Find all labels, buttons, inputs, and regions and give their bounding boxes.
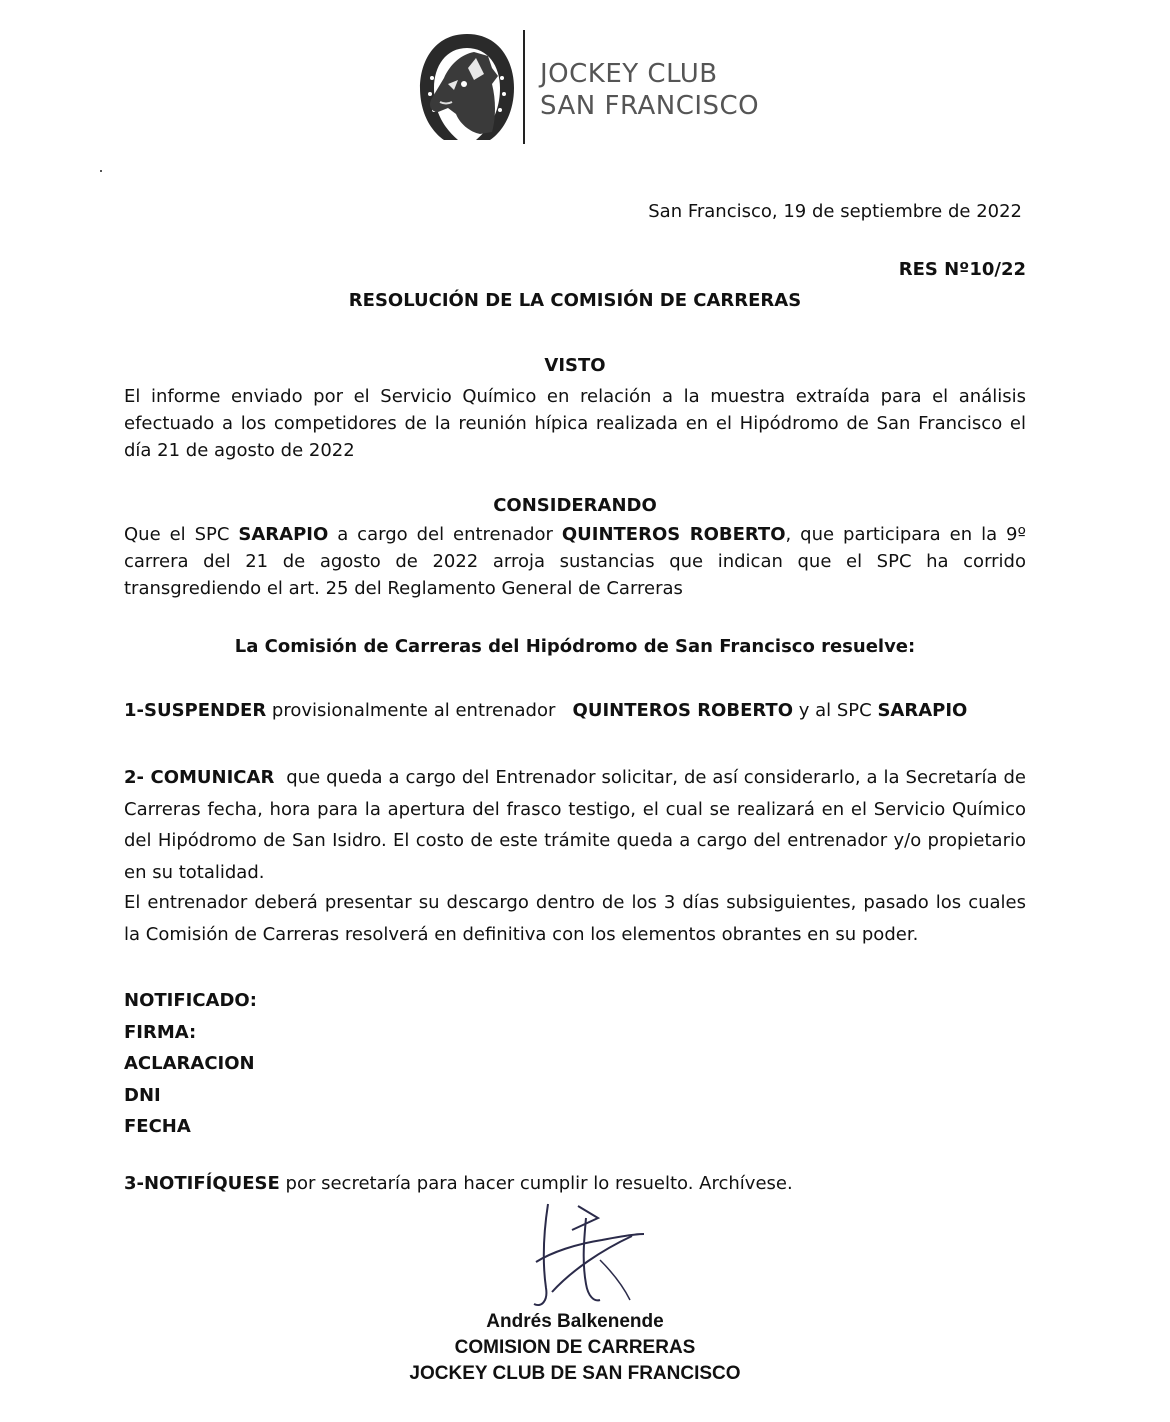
document-date: San Francisco, 19 de septiembre de 2022	[648, 201, 1022, 222]
text-run: por secretaría para hacer cumplir lo resuelto. Archívese.	[279, 1173, 793, 1194]
signature-block	[0, 1309, 1150, 1387]
handwritten-signature	[512, 1200, 672, 1320]
item-communicate-followup: El entrenador deberá presentar su descargo dentro de los 3 días subsiguientes, pasado los cuales la Comisión de Carreras resolverá en definitiva con los elementos obrantes en su poder.	[124, 892, 1026, 945]
horseshoe-horse-head-icon	[414, 28, 520, 144]
field-dni: DNI	[124, 1084, 161, 1106]
field-fecha: FECHA	[124, 1116, 191, 1137]
text-run: , que participara en la 9º carrera del 21 de agosto de 2022 arroja sustancias que indican que el SPC ha corrido transgrediendo el art. 25 del Reglamento General de Carreras	[124, 524, 1026, 599]
field-firma: FIRMA:	[124, 1021, 197, 1043]
text-run: que queda a cargo del Entrenador solicitar, de así considerarlo, a la Secretaría de Carreras fecha, hora para la apertura del frasco testigo, el cual se realizará en el Servicio Químico del Hipódromo de San Isidro. El costo de este trámite queda a cargo del entrenador y/o propietario en su totalidad.	[124, 767, 1032, 883]
resolution-number: RES Nº10/22	[898, 259, 1026, 280]
notification-fields	[124, 985, 257, 1143]
signatory-role: COMISION DE CARRERAS	[454, 1337, 696, 1358]
text-run: provisionalmente al entrenador	[266, 700, 573, 721]
text-run: y al SPC	[793, 700, 878, 721]
text-run: Que el SPC	[124, 524, 239, 545]
item-communicate	[124, 762, 1032, 888]
stray-mark	[100, 170, 102, 172]
item-lead: 3-NOTIFÍQUESE	[124, 1173, 280, 1194]
signatory-organization: JOCKEY CLUB DE SAN FRANCISCO	[409, 1363, 741, 1384]
visto-heading: VISTO	[544, 355, 606, 376]
field-aclaracion: ACLARACION	[124, 1053, 255, 1074]
logo-line-1: JOCKEY CLUB	[540, 59, 718, 89]
visto-text: El informe enviado por el Servicio Químico en relación a la muestra extraída para el análisis efectuado a los competidores de la reunión hípica realizada en el Hipódromo de San Francisco el día 21 de agosto de 2022	[124, 386, 1026, 461]
trainer-name: QUINTEROS ROBERTO	[572, 700, 794, 721]
logo-divider	[523, 30, 525, 144]
signatory-name: Andrés Balkenende	[486, 1311, 664, 1332]
jockey-club-logo	[414, 28, 794, 146]
field-notificado: NOTIFICADO:	[124, 990, 257, 1011]
text-run: a cargo del entrenador	[328, 524, 562, 545]
considerando-text	[124, 521, 1026, 602]
item-lead: 1-SUSPENDER	[124, 700, 267, 721]
logo-line-2: SAN FRANCISCO	[540, 91, 760, 121]
trainer-name: QUINTEROS ROBERTO	[561, 524, 786, 545]
item-suspend	[124, 700, 967, 721]
resolve-heading: La Comisión de Carreras del Hipódromo de San Francisco resuelve:	[234, 636, 916, 657]
considerando-heading: CONSIDERANDO	[493, 495, 657, 516]
horse-name: SARAPIO	[238, 524, 329, 545]
logo-wordmark	[540, 58, 759, 122]
horse-name: SARAPIO	[877, 700, 968, 721]
item-notify	[124, 1173, 793, 1194]
document-title: RESOLUCIÓN DE LA COMISIÓN DE CARRERAS	[348, 290, 802, 311]
item-lead: 2- COMUNICAR	[124, 767, 275, 788]
